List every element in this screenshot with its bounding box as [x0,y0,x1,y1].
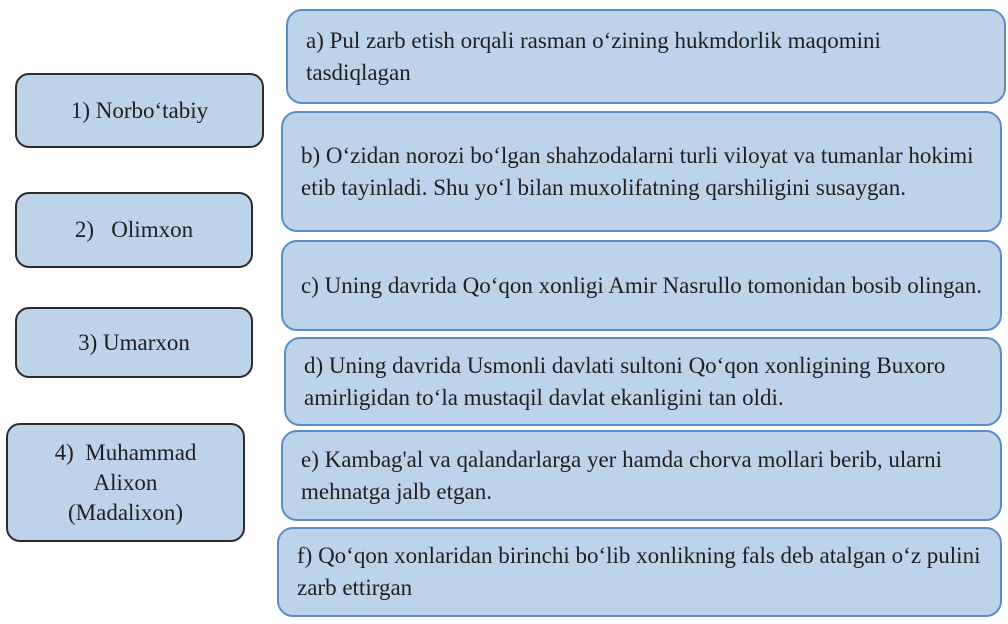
statement-box-c[interactable] [281,240,1002,331]
ruler-box-2[interactable] [15,192,253,268]
statement-box-e[interactable] [281,430,1002,521]
ruler-label-2: 2) Olimxon [74,217,194,242]
ruler-label-3: 3) Umarxon [78,329,190,355]
statement-text-a: a) Pul zarb etish orqali rasman o‘zining hukmdorlik maqomini tasdiqlagan [306,27,881,85]
statement-text-c: c) Uning davrida Qo‘qon xonligi Amir Nasrullo tomonidan bosib olingan. [301,272,982,298]
statement-text-f: f) Qo‘qon xonlaridan birinchi bo‘lib xonlikning fals deb atalgan o‘z pulini zarb ettirgan [297,543,981,600]
statement-box-b[interactable] [281,111,1002,232]
statement-box-d[interactable] [284,337,1002,426]
statement-text-d: d) Uning davrida Usmonli davlati sultoni Qo‘qon xonligining Buxoro amirligidan to‘la mustaqil davlat ekanligini tan oldi. [304,352,946,410]
ruler-label-1: 1) Norbo‘tabiy [70,97,209,123]
statement-box-f[interactable] [277,527,1002,617]
statement-text-e: e) Kambag'al va qalandarlarga yer hamda chorva mollari berib, ularni mehnatga jalb etgan. [301,446,943,504]
ruler-box-3[interactable] [15,307,253,378]
statement-text-b: b) O‘zidan norozi bo‘lgan shahzodalarni turli viloyat va tumanlar hokimi etib tayinladi. Shu yo‘l bilan muxolifatning qarshiligini susaygan. [301,142,974,200]
ruler-box-4[interactable] [6,423,245,542]
ruler-label-4-line3: (Madalixon) [68,499,183,525]
statement-box-a[interactable] [286,9,1006,104]
ruler-label-4 [55,438,197,528]
ruler-label-4-line2: Alixon [93,469,158,495]
ruler-box-1[interactable] [15,73,264,148]
ruler-label-4-line1: 4) Muhammad [54,439,197,465]
